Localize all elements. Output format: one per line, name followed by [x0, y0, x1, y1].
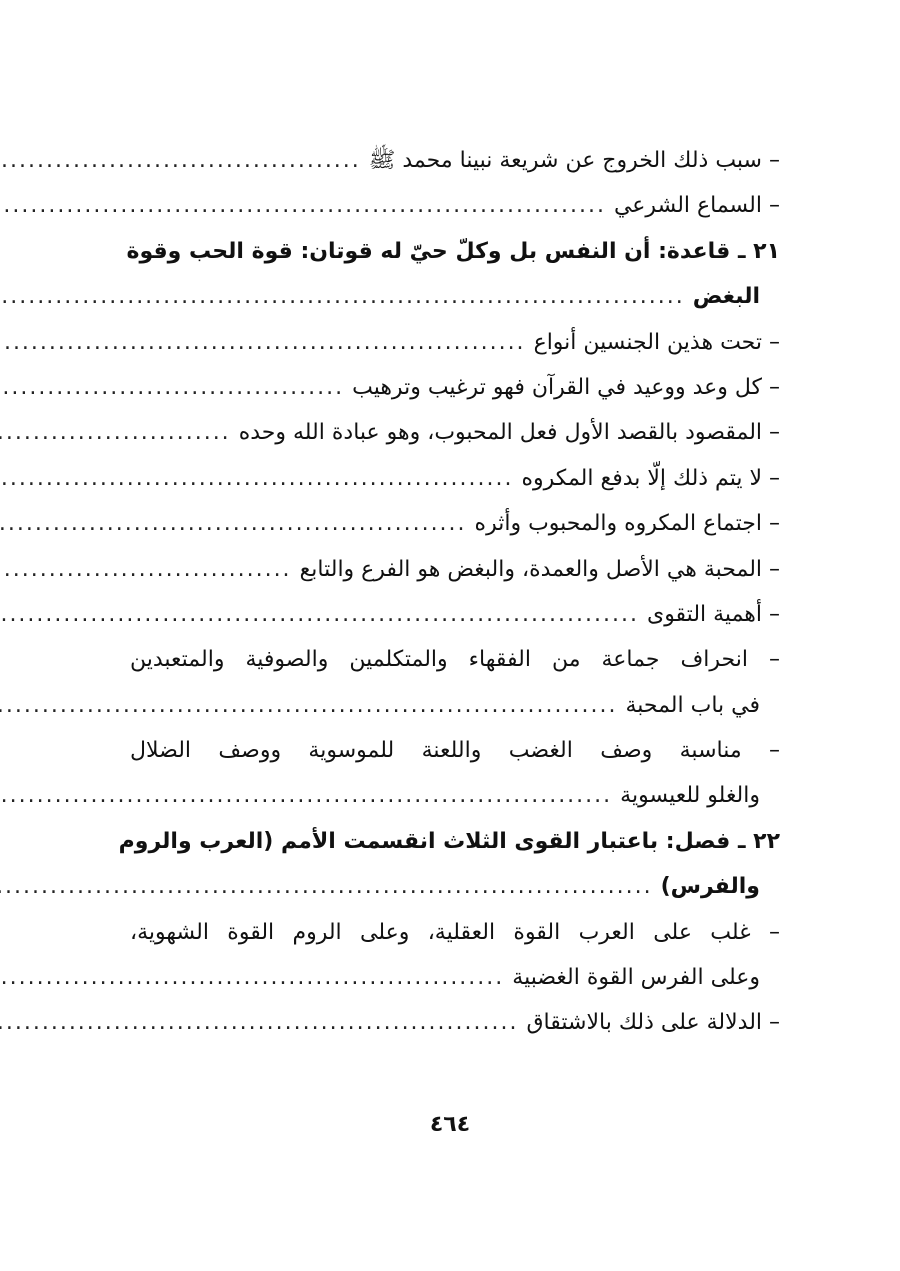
toc-section-heading: [126, 229, 780, 274]
toc-entry: [130, 274, 780, 319]
dot-leader: [0, 320, 526, 365]
entry-title: – سبب ذلك الخروج عن شريعة نبينا محمد ﷺ: [368, 148, 780, 173]
section-heading-line: ٢٢ ـ فصل: باعتبار القوى الثلاث انقسمت الأمم (العرب والروم: [118, 828, 780, 854]
toc-entry: [130, 773, 780, 818]
entry-title: وعلى الفرس القوة الغضبية: [512, 965, 760, 991]
entry-title: – تحت هذين الجنسين أنواع: [533, 329, 780, 355]
toc-entry: [130, 683, 780, 728]
toc-entry: [130, 864, 780, 909]
dot-leader: [0, 1000, 518, 1045]
dot-leader: [0, 547, 292, 592]
dot-leader: [0, 274, 685, 319]
entry-title: والفرس): [660, 874, 760, 900]
dot-leader: [0, 365, 344, 410]
dot-leader: [0, 501, 467, 546]
dot-leader: [0, 864, 653, 909]
dot-leader: [0, 456, 514, 501]
entry-title: – المحبة هي الأصل والعمدة، والبغض هو الفرع والتابع: [299, 556, 780, 582]
toc-entry: [130, 456, 780, 501]
dot-leader: [0, 592, 639, 637]
entry-title: – الدلالة على ذلك بالاشتقاق: [526, 1010, 780, 1036]
toc-entry: [130, 410, 780, 455]
toc-entry-line: [130, 728, 780, 773]
entry-title-line: – انحراف جماعة من الفقهاء والمتكلمين والصوفية والمتعبدين: [130, 647, 780, 673]
entry-title-line: – غلب على العرب القوة العقلية، وعلى الروم القوة الشهوية،: [130, 919, 780, 945]
entry-title-line: – مناسبة وصف الغضب واللعنة للموسوية ووصف الضلال: [130, 738, 780, 764]
toc-entry: [130, 547, 780, 592]
entry-title: البغض: [692, 284, 760, 310]
toc-entry: [130, 183, 780, 228]
toc-entry: [130, 955, 780, 1000]
toc-entry: [130, 320, 780, 365]
dot-leader: [0, 183, 606, 228]
dot-leader: [0, 410, 231, 455]
dot-leader: [0, 138, 361, 183]
toc-entry: [130, 501, 780, 546]
toc-entry: [130, 1000, 780, 1045]
entry-title: – كل وعد ووعيد في القرآن فهو ترغيب وترهيب: [352, 374, 780, 400]
page-number: ٤٦٤: [429, 1112, 471, 1137]
entry-title: والغلو للعيسوية: [620, 783, 760, 809]
table-of-contents: [118, 138, 780, 1046]
entry-title: في باب المحبة: [625, 692, 760, 718]
entry-title: – السماع الشرعي: [613, 193, 780, 219]
section-heading-line: ٢١ ـ قاعدة: أن النفس بل وكلّ حيّ له قوتان: قوة الحب وقوة: [126, 238, 780, 264]
toc-entry: [130, 592, 780, 637]
dot-leader: [0, 955, 504, 1000]
toc-section-heading: [118, 819, 780, 864]
toc-entry-line: [130, 910, 780, 955]
entry-title: – اجتماع المكروه والمحبوب وأثره: [474, 511, 780, 537]
toc-entry-line: [130, 637, 780, 682]
entry-title: – المقصود بالقصد الأول فعل المحبوب، وهو عبادة الله وحده: [238, 420, 780, 446]
entry-title: – لا يتم ذلك إلّا بدفع المكروه: [521, 465, 780, 491]
dot-leader: [0, 773, 612, 818]
toc-entry: [130, 138, 780, 183]
toc-entry: [130, 365, 780, 410]
entry-title: – أهمية التقوى: [646, 601, 780, 627]
dot-leader: [0, 683, 617, 728]
